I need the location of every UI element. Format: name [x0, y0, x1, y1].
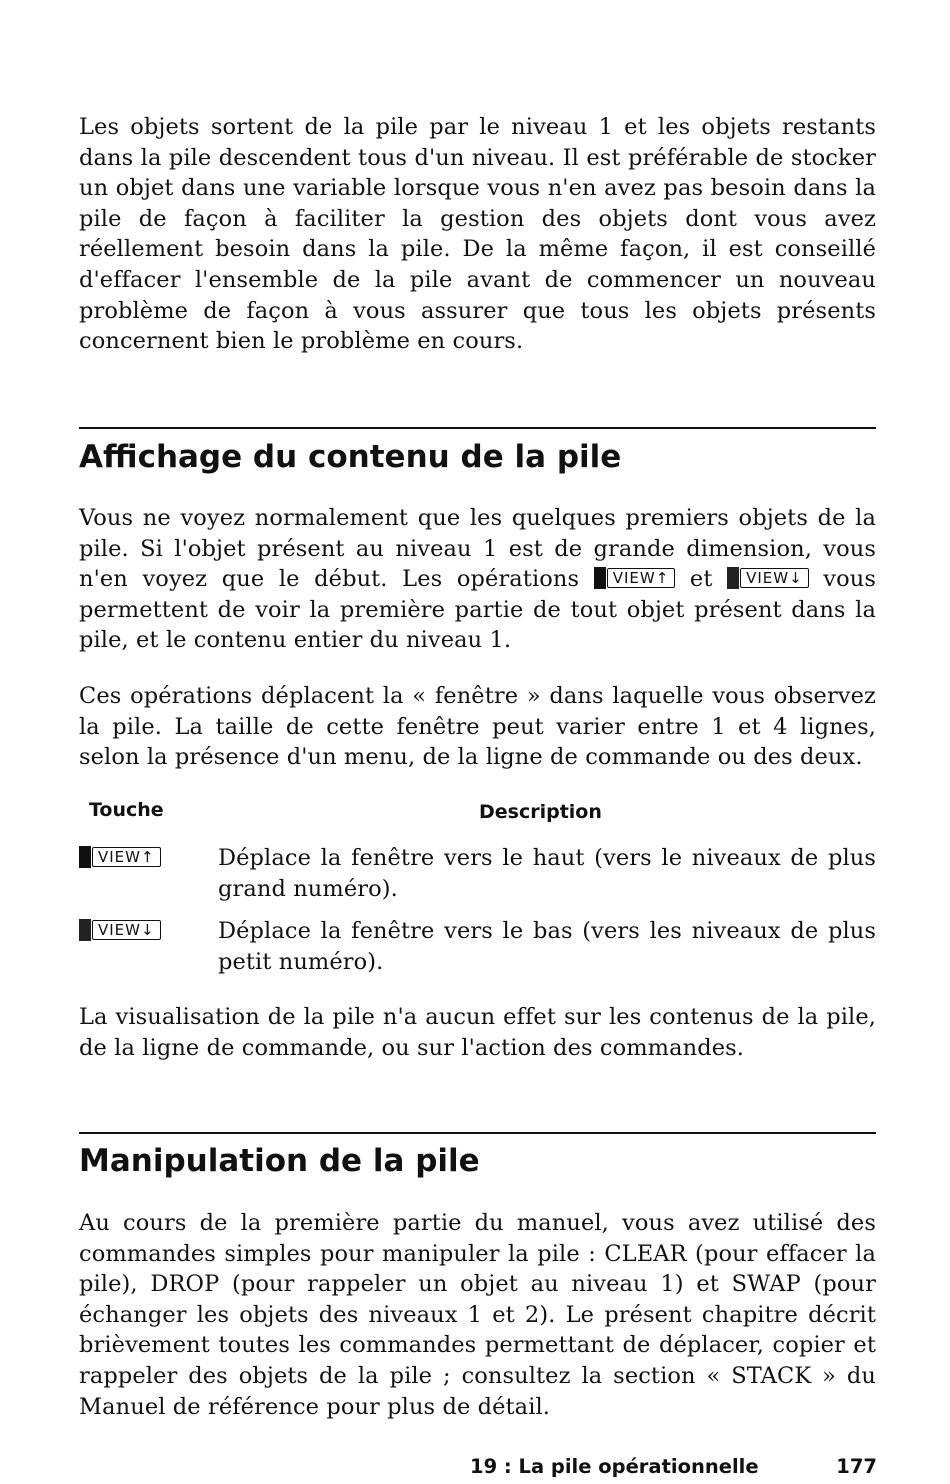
manipulation-paragraph-1: Au cours de la première partie du manuel, vous avez utilisé des commandes simples pour manipuler la pile : CLEAR (pour effacer la pile), DROP (pour rappeler un objet au niveau 1) et SWAP (pour échanger les objets des niveaux 1 et 2). Le présent chapitre décrit brièvement toutes les commandes permettant de déplacer, copier et rappeler des objets de la pile ; consultez la section « STACK » du Manuel de référence pour plus de détail. — [79, 1210, 876, 1420]
row-description: Déplace la fenêtre vers le haut (vers le niveaux de plus grand numéro). — [218, 845, 876, 902]
table-header-description: Description — [479, 801, 602, 823]
intro-paragraph: Les objets sortent de la pile par le niveau 1 et les objets restants dans la pile descendent tous d'un niveau. Il est préférable de stocker un objet dans une variable lorsque vous n'en avez pas besoin dans la pile de façon à faciliter la gestion des objets dont vous avez réellement besoin dans la pile. De la même façon, il est conseillé d'effacer l'ensemble de la pile avant de commencer un nouveau problème de façon à vous assurer que tous les objets présents concernent bien le problème en cours. — [79, 114, 876, 355]
row-key — [79, 919, 161, 941]
keycap: VIEW↓ — [740, 568, 809, 588]
affichage-paragraph-1 — [79, 503, 876, 656]
view-down-key — [727, 567, 809, 589]
affichage-p1-before: Vous ne voyez normalement que les quelques premiers objets de la pile. Si l'objet présent au niveau 1 est de grande dimension, vous n'en voyez que le début. Les opérations — [79, 505, 876, 593]
footer-chapter: 19 : La pile opérationnelle — [470, 1455, 759, 1478]
left-shift-icon — [594, 567, 606, 589]
page-content — [79, 112, 876, 357]
right-shift-icon — [79, 919, 91, 941]
section-rule-2 — [79, 1132, 876, 1134]
view-up-key — [594, 567, 676, 589]
affichage-p1-after: vous permettent de voir la première partie de tout objet présent dans la pile, et le contenu entier du niveau 1. — [79, 566, 876, 654]
affichage-paragraph-3: La visualisation de la pile n'a aucun effet sur les contenus de la pile, de la ligne de commande, ou sur l'action des commandes. — [79, 1004, 876, 1061]
row-description: Déplace la fenêtre vers le bas (vers les niveaux de plus petit numéro). — [218, 918, 876, 975]
table-header-key: Touche — [89, 799, 164, 821]
keycap: VIEW↑ — [607, 568, 676, 588]
page-footer — [470, 1455, 877, 1478]
footer-page-number: 177 — [836, 1455, 877, 1478]
section-title-manipulation: Manipulation de la pile — [79, 1143, 480, 1179]
keycap: VIEW↓ — [92, 920, 161, 940]
right-shift-icon — [727, 567, 739, 589]
affichage-p1-middle: et — [689, 566, 713, 593]
section-title-affichage: Affichage du contenu de la pile — [79, 439, 622, 475]
keycap: VIEW↑ — [92, 847, 161, 867]
left-shift-icon — [79, 846, 91, 868]
affichage-paragraph-2: Ces opérations déplacent la « fenêtre » dans laquelle vous observez la pile. La taille de cette fenêtre peut varier entre 1 et 4 lignes, selon la présence d'un menu, de la ligne de commande ou des deux. — [79, 683, 876, 771]
row-key — [79, 846, 161, 868]
section-rule-1 — [79, 427, 876, 429]
